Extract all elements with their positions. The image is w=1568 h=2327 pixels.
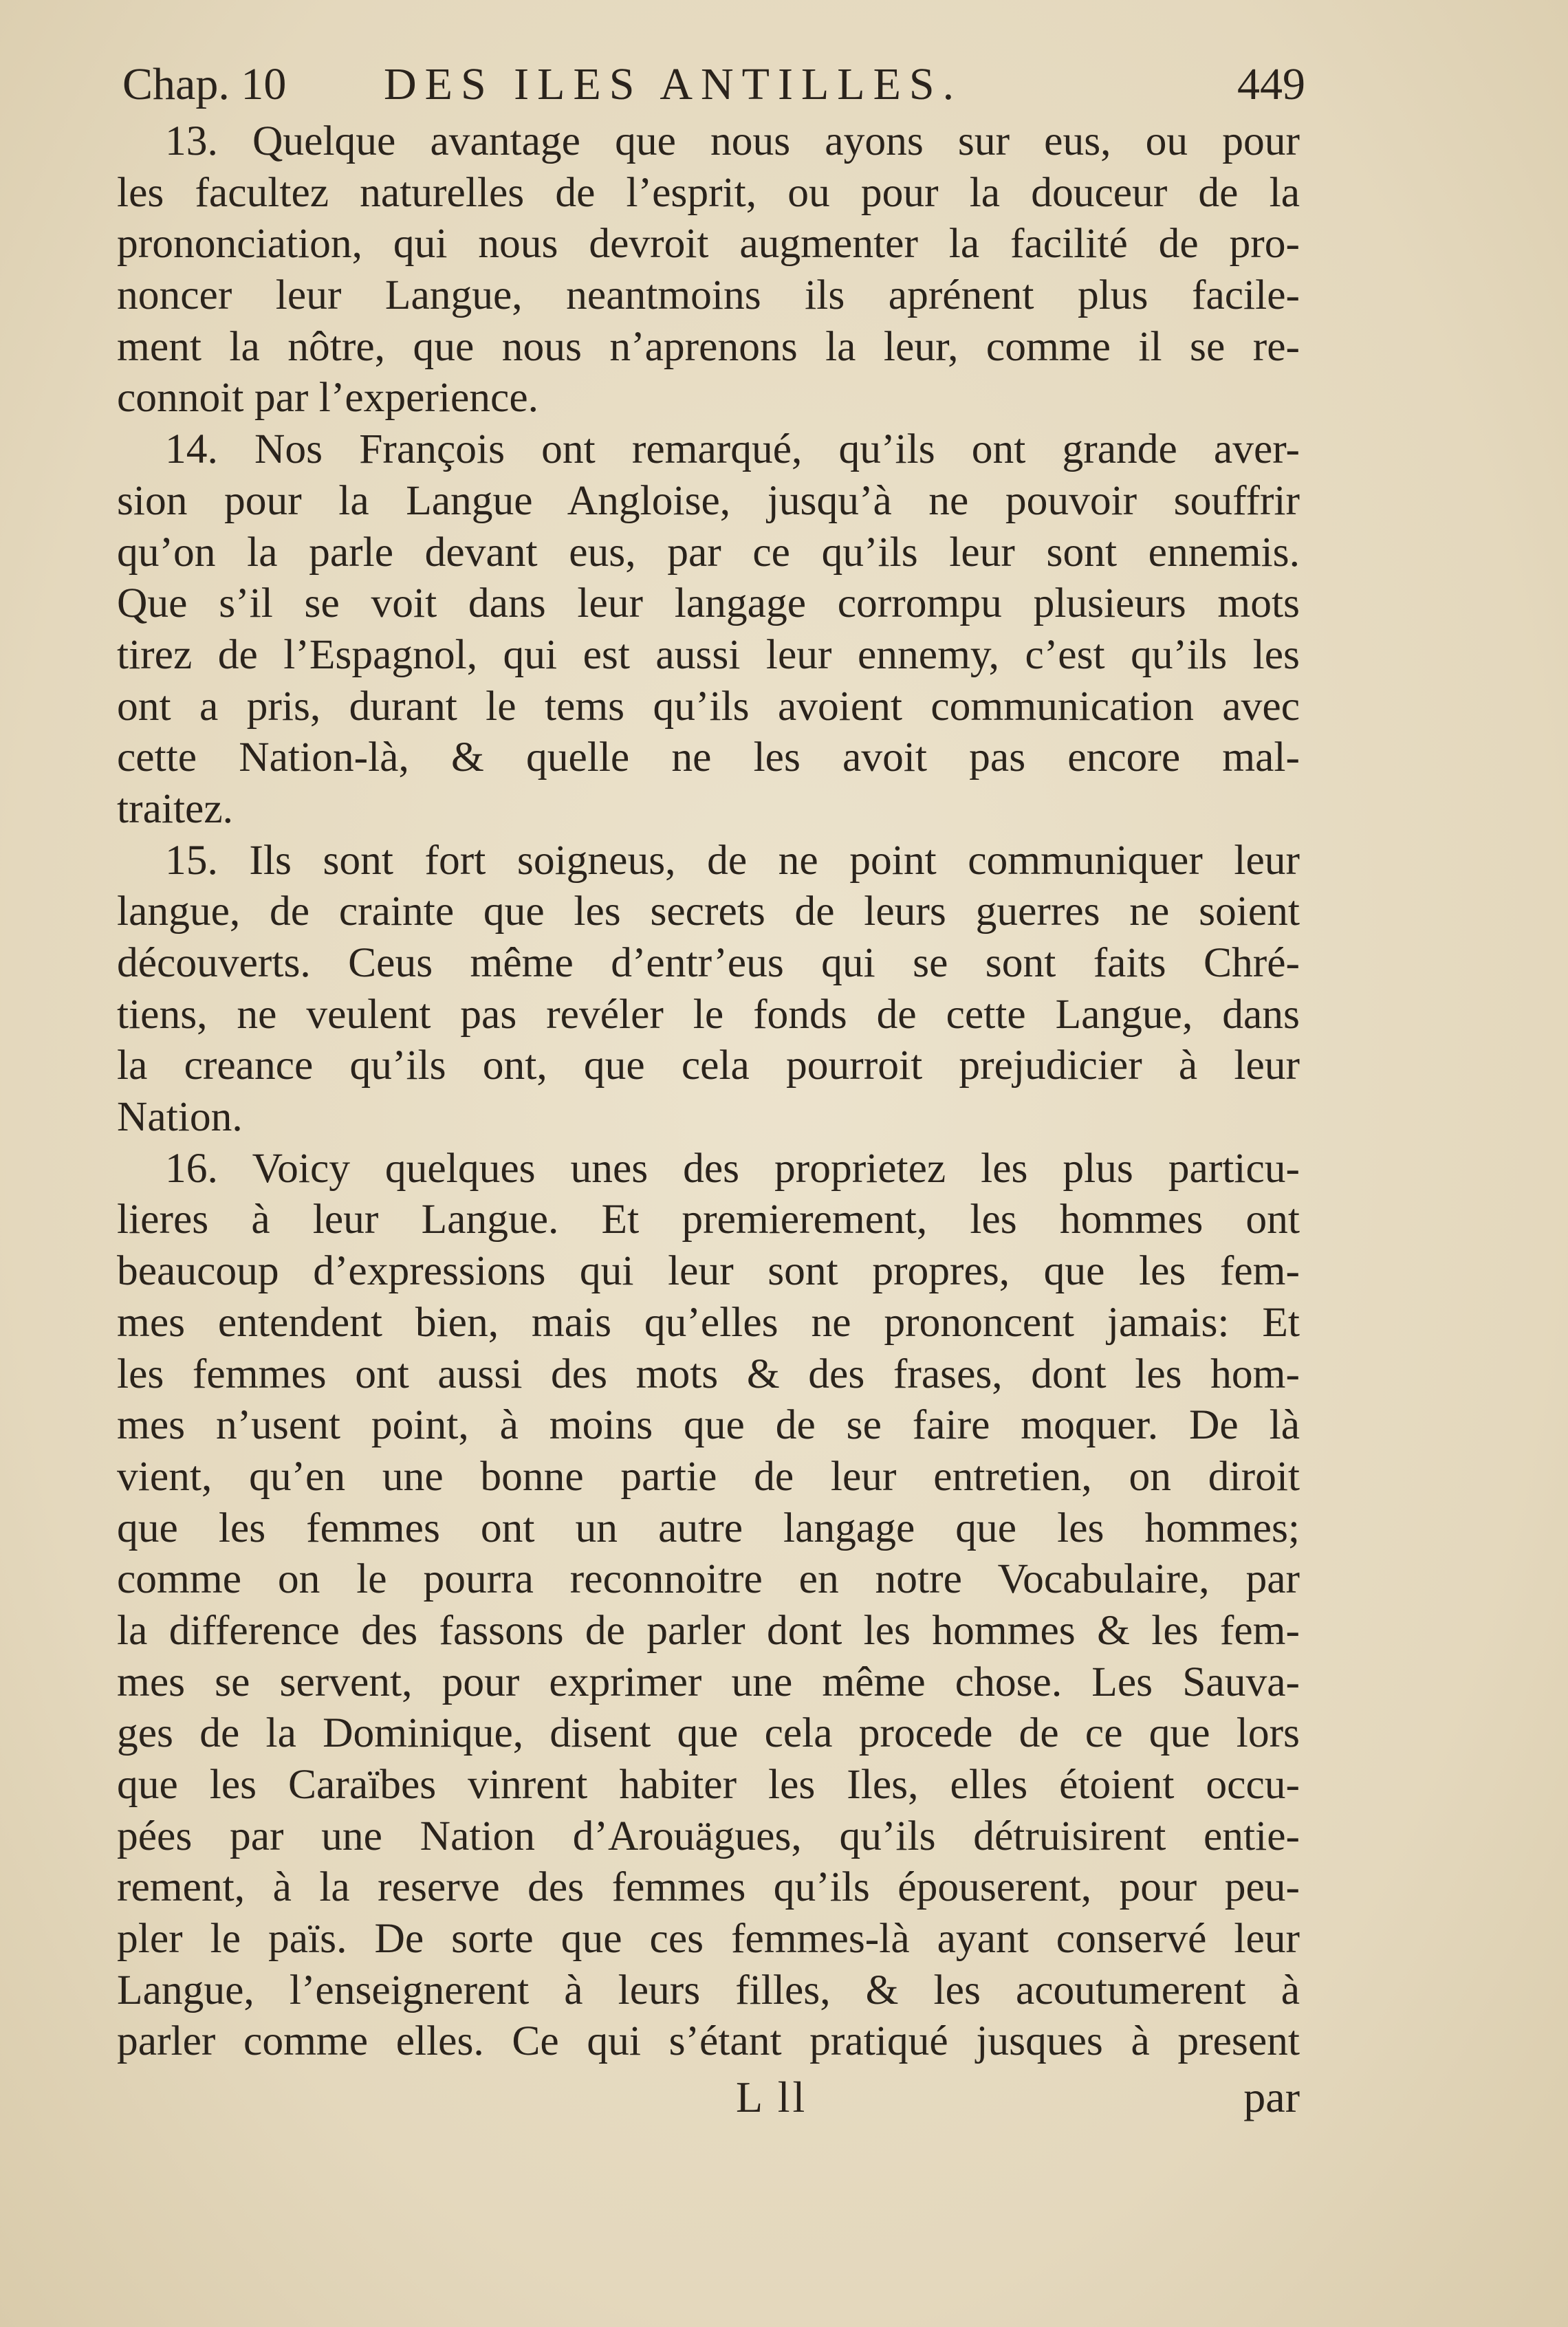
text-line: traitez. bbox=[117, 785, 234, 832]
text-line: Que s’il se voit dans leur langage corrompu plusieurs mots bbox=[117, 580, 1300, 627]
text-line: comme on le pourra reconnoitre en notre Vocabulaire, par bbox=[117, 1555, 1300, 1603]
page-number: 449 bbox=[1237, 59, 1305, 109]
text-line: sion pour la Langue Angloise, jusqu’à ne pouvoir souffrir bbox=[117, 477, 1300, 524]
page-body-text bbox=[117, 116, 1300, 2067]
text-line: langue, de crainte que les secrets de leurs guerres ne soient bbox=[117, 888, 1300, 935]
text-line: pler le païs. De sorte que ces femmes-là ayant conservé leur bbox=[117, 1915, 1300, 1963]
chapter-label: Chap. 10 bbox=[122, 59, 287, 109]
text-line: rement, à la reserve des femmes qu’ils épouserent, pour peu- bbox=[117, 1864, 1300, 1911]
text-line: Langue, l’enseignerent à leurs filles, & les acoutumerent à bbox=[117, 1966, 1300, 2013]
signature-mark: L ll bbox=[736, 2073, 808, 2121]
text-line: beaucoup d’expressions qui leur sont propres, que les fem- bbox=[117, 1247, 1300, 1295]
text-line: que les femmes ont un autre langage que les hommes; bbox=[117, 1504, 1300, 1551]
text-line: la difference des fassons de parler dont les hommes & les fem- bbox=[117, 1606, 1300, 1654]
text-line: connoit par l’experience. bbox=[117, 374, 538, 422]
catchword: par bbox=[1243, 2073, 1300, 2121]
text-line: les femmes ont aussi des mots & des frases, dont les hom- bbox=[117, 1350, 1300, 1397]
text-line: ment la nôtre, que nous n’aprenons la leur, comme il se re- bbox=[117, 323, 1300, 370]
text-line: mes n’usent point, à moins que de se faire moquer. De là bbox=[117, 1401, 1300, 1449]
text-line: tirez de l’Espagnol, qui est aussi leur ennemy, c’est qu’ils les bbox=[117, 631, 1300, 678]
text-line: découverts. Ceus même d’entr’eus qui se sont faits Chré- bbox=[117, 939, 1300, 986]
text-line: pées par une Nation d’Arouägues, qu’ils détruisirent entie- bbox=[117, 1812, 1300, 1859]
text-line: 15. Ils sont fort soigneus, de ne point communiquer leur bbox=[165, 836, 1300, 884]
text-line: lieres à leur Langue. Et premierement, les hommes ont bbox=[117, 1196, 1300, 1243]
text-line: cette Nation-là, & quelle ne les avoit pas encore mal- bbox=[117, 734, 1300, 781]
text-line: mes entendent bien, mais qu’elles ne prononcent jamais: Et bbox=[117, 1298, 1300, 1346]
text-line: 14. Nos François ont remarqué, qu’ils ont grande aver- bbox=[165, 426, 1300, 473]
text-line: ont a pris, durant le tems qu’ils avoient communication avec bbox=[117, 682, 1300, 730]
text-line: parler comme elles. Ce qui s’étant pratiqué jusques à present bbox=[117, 2018, 1300, 2065]
page-footer bbox=[117, 2070, 1300, 2125]
text-line: vient, qu’en une bonne partie de leur entretien, on diroit bbox=[117, 1452, 1300, 1500]
running-header bbox=[122, 54, 1305, 116]
text-line: noncer leur Langue, neantmoins ils aprénent plus facile- bbox=[117, 272, 1300, 319]
text-line: 13. Quelque avantage que nous ayons sur eus, ou pour bbox=[165, 118, 1300, 164]
text-line: les facultez naturelles de l’esprit, ou pour la douceur de la bbox=[117, 168, 1300, 216]
text-line: qu’on la parle devant eus, par ce qu’ils leur sont ennemis. bbox=[117, 528, 1300, 576]
text-line: 16. Voicy quelques unes des proprietez les plus particu- bbox=[165, 1144, 1300, 1192]
text-line: mes se servent, pour exprimer une même chose. Les Sauva- bbox=[117, 1658, 1300, 1705]
text-line: prononciation, qui nous devroit augmenter la facilité de pro- bbox=[117, 220, 1300, 267]
text-line: tiens, ne veulent pas revéler le fonds de cette Langue, dans bbox=[117, 990, 1300, 1038]
text-line: la creance qu’ils ont, que cela pourroit prejudicier à leur bbox=[117, 1042, 1300, 1089]
text-line: Nation. bbox=[117, 1093, 243, 1141]
running-title: DES ILES ANTILLES. bbox=[384, 59, 963, 109]
text-line: ges de la Dominique, disent que cela procede de ce que lors bbox=[117, 1709, 1300, 1757]
text-line: que les Caraïbes vinrent habiter les Iles, elles étoient occu- bbox=[117, 1761, 1300, 1808]
